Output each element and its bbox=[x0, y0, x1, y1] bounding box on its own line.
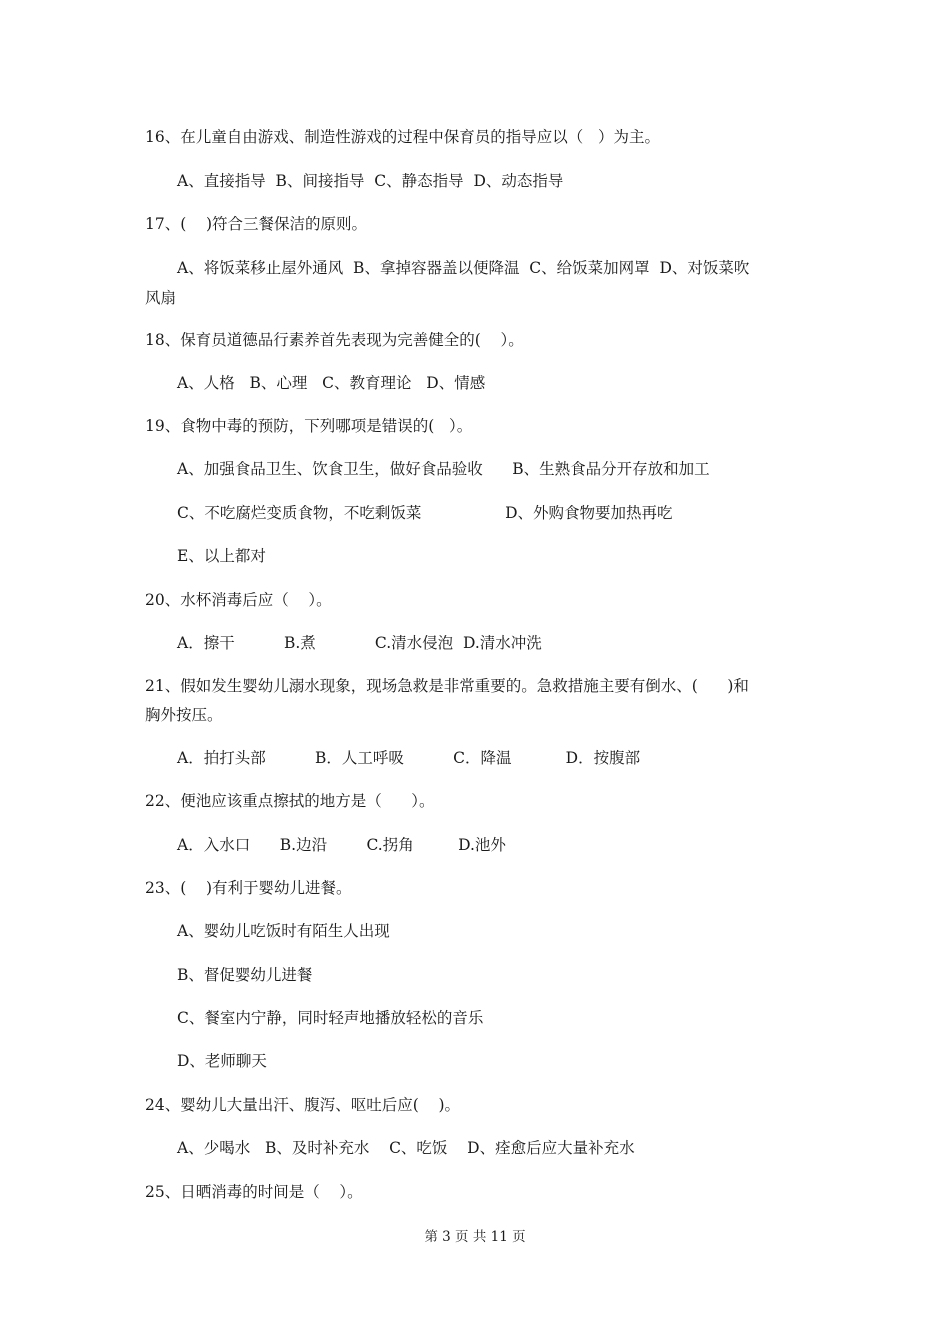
question-19-options-cd: C、不吃腐烂变质食物，不吃剩饭菜 D、外购食物要加热再吃 bbox=[177, 504, 673, 522]
question-19-option-e: E、以上都对 bbox=[177, 547, 266, 565]
question-16-options: A、直接指导 B、间接指导 C、静态指导 D、动态指导 bbox=[177, 172, 564, 190]
question-23: 23、( )有利于婴幼儿进餐。 bbox=[145, 879, 352, 897]
question-24-options: A、少喝水 B、及时补充水 C、吃饭 D、痊愈后应大量补充水 bbox=[177, 1139, 635, 1157]
question-21-options: A．拍打头部 B．人工呼吸 C．降温 D．按腹部 bbox=[177, 749, 641, 767]
question-17-options-continued: 风扇 bbox=[145, 289, 177, 307]
question-25: 25、日晒消毒的时间是（ ）。 bbox=[145, 1183, 363, 1201]
page-footer: 第 3 页 共 11 页 bbox=[424, 1229, 526, 1245]
question-18: 18、保育员道德品行素养首先表现为完善健全的( ）。 bbox=[145, 331, 524, 349]
question-20: 20、水杯消毒后应（ ）。 bbox=[145, 591, 332, 609]
question-23-option-a: A、婴幼儿吃饭时有陌生人出现 bbox=[177, 922, 390, 940]
question-23-option-d: D、老师聊天 bbox=[177, 1052, 267, 1070]
question-17: 17、( )符合三餐保洁的原则。 bbox=[145, 215, 368, 233]
question-24: 24、婴幼儿大量出汗、腹泻、呕吐后应( )。 bbox=[145, 1096, 461, 1114]
question-22: 22、便池应该重点擦拭的地方是（ ）。 bbox=[145, 792, 435, 810]
question-21: 21、假如发生婴幼儿溺水现象，现场急救是非常重要的。急救措施主要有倒水、( )和 bbox=[145, 677, 749, 695]
question-23-option-c: C、餐室内宁静，同时轻声地播放轻松的音乐 bbox=[177, 1009, 484, 1027]
question-18-options: A、人格 B、心理 C、教育理论 D、情感 bbox=[177, 374, 486, 392]
question-21-continued: 胸外按压。 bbox=[145, 706, 223, 724]
question-19: 19、食物中毒的预防，下列哪项是错误的( ）。 bbox=[145, 417, 473, 435]
question-20-options: A．擦干 B.煮 C.清水侵泡 D.清水冲洗 bbox=[177, 634, 542, 652]
question-19-options-ab: A、加强食品卫生、饮食卫生，做好食品验收 B、生熟食品分开存放和加工 bbox=[177, 460, 710, 478]
question-17-options: A、将饭菜移止屋外通风 B、拿掉容器盖以便降温 C、给饭菜加网罩 D、对饭菜吹 bbox=[177, 259, 750, 277]
question-16: 16、在儿童自由游戏、制造性游戏的过程中保育员的指导应以（ ）为主。 bbox=[145, 128, 661, 146]
question-23-option-b: B、督促婴幼儿进餐 bbox=[177, 966, 313, 984]
question-22-options: A．入水口 B.边沿 C.拐角 D.池外 bbox=[177, 836, 506, 854]
